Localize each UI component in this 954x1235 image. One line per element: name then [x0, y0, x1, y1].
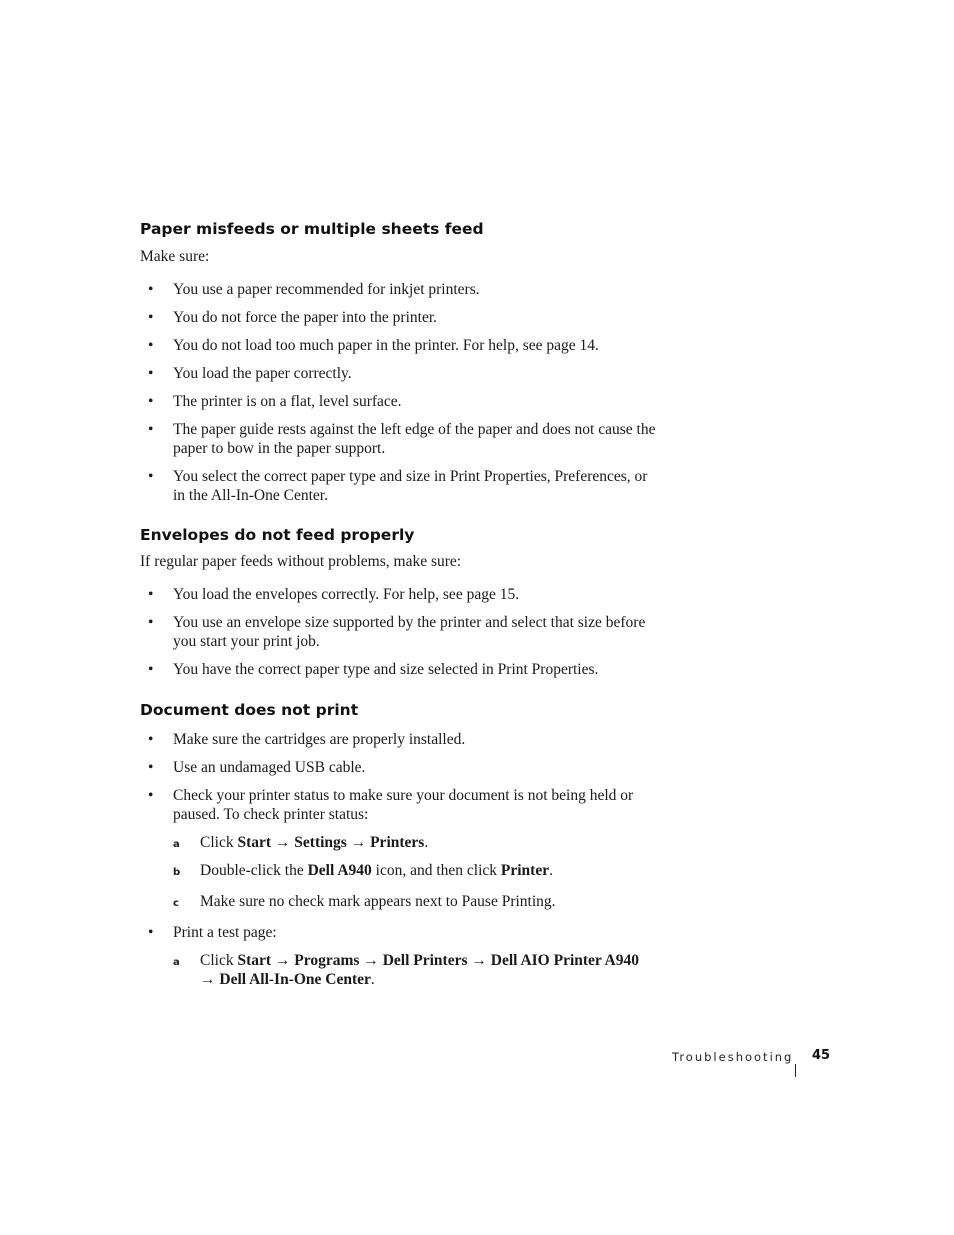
- dell-printers-menu-label: Dell Printers: [382, 952, 468, 969]
- start-menu-label: Start: [237, 952, 272, 969]
- footer-section-label: Troubleshooting: [672, 1050, 794, 1064]
- printer-status-steps: [140, 833, 660, 920]
- arrow-icon: →: [350, 834, 367, 851]
- intro-make-sure: Make sure:: [140, 248, 210, 265]
- printer-name-label: Dell A940: [307, 862, 372, 879]
- list-item: • Use an undamaged USB cable.: [140, 758, 660, 777]
- printers-menu-label: Printers: [370, 834, 425, 851]
- envelopes-list: [140, 585, 660, 688]
- dell-aio-printer-label: Dell AIO Printer A940: [490, 952, 639, 969]
- step-letter: b: [173, 867, 181, 878]
- step-letter: c: [173, 898, 179, 909]
- list-item: • You do not force the paper into the printer.: [140, 308, 660, 327]
- paper-misfeeds-list: [140, 280, 660, 514]
- step-a: a Click Start → Settings → Printers.: [140, 833, 660, 852]
- start-menu-label: Start: [237, 834, 272, 851]
- list-item: • Check your printer status to make sure your document is not being held or paused. To check printer status:: [140, 786, 660, 824]
- arrow-icon: →: [363, 952, 379, 969]
- page-number: 45: [812, 1048, 831, 1063]
- step-a: a Click Start → Programs → Dell Printers → Dell AIO Printer A940 → Dell All-In-One Center.: [173, 952, 639, 988]
- list-item: • You use a paper recommended for inkjet printers.: [140, 280, 660, 299]
- list-item: • You do not load too much paper in the printer. For help, see page 14.: [140, 336, 660, 355]
- list-item: • You load the envelopes correctly. For help, see page 15.: [140, 585, 660, 604]
- arrow-icon: →: [471, 952, 487, 969]
- printer-menu-label: Printer: [500, 862, 550, 879]
- arrow-icon: →: [200, 971, 216, 988]
- heading-envelopes: Envelopes do not feed properly: [140, 526, 415, 544]
- settings-menu-label: Settings: [294, 834, 347, 851]
- list-item: • You have the correct paper type and size selected in Print Properties.: [140, 660, 660, 679]
- step-b: b Double-click the Dell A940 icon, and then click Printer.: [140, 861, 660, 880]
- list-item: • The printer is on a flat, level surface.: [140, 392, 660, 411]
- document-not-print-list: [140, 730, 660, 833]
- list-item: • The paper guide rests against the left edge of the paper and does not cause the paper to bow in the paper support.: [140, 420, 660, 458]
- list-item: • You select the correct paper type and size in Print Properties, Preferences, or in the All-In-One Center.: [140, 467, 660, 505]
- list-item: • Print a test page:: [140, 923, 660, 942]
- step-letter: a: [173, 839, 180, 850]
- intro-regular-paper: If regular paper feeds without problems, make sure:: [140, 553, 462, 570]
- step-letter: a: [173, 957, 180, 968]
- list-item: • You use an envelope size supported by the printer and select that size before you start your print job.: [140, 613, 660, 651]
- all-in-one-center-label: Dell All-In-One Center: [219, 971, 371, 988]
- arrow-icon: →: [274, 834, 291, 851]
- test-page-list: [140, 923, 660, 951]
- footer-divider: [795, 1064, 796, 1077]
- step-c: c Make sure no check mark appears next to Pause Printing.: [140, 892, 660, 911]
- test-page-steps: [140, 951, 660, 998]
- heading-document-not-print: Document does not print: [140, 701, 359, 719]
- programs-menu-label: Programs: [294, 952, 360, 969]
- arrow-icon: →: [274, 952, 291, 969]
- list-item: • Make sure the cartridges are properly installed.: [140, 730, 660, 749]
- list-item: • You load the paper correctly.: [140, 364, 660, 383]
- heading-paper-misfeeds: Paper misfeeds or multiple sheets feed: [140, 220, 484, 238]
